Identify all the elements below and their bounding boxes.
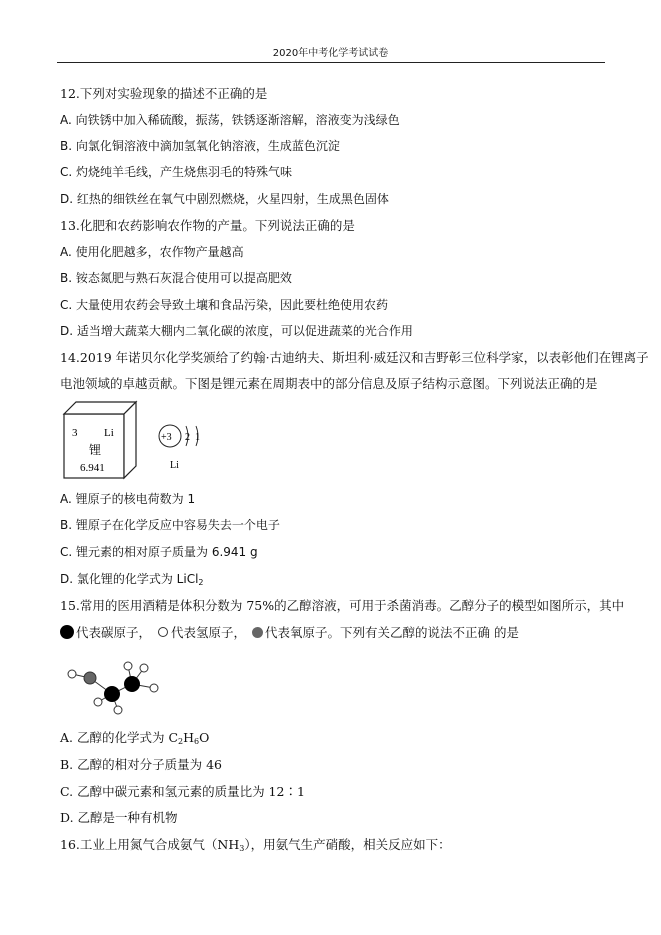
ethanol-molecule-model [62,656,162,716]
q14-stem-line2: 电池领域的卓越贡献。下图是锂元素在周期表中的部分信息及原子结构示意图。下列说法正确的是 [60,376,598,391]
q13-option-d: D. 适当增大蔬菜大棚内二氧化碳的浓度，可以促进蔬菜的光合作用 [60,324,413,338]
q12-option-c: C. 灼烧纯羊毛线，产生烧焦羽毛的特殊气味 [60,165,293,179]
q14-option-c: C. 锂元素的相对原子质量为 6.941 g [60,545,258,559]
element-name: 锂 [89,443,102,457]
q15-option-c: C. 乙醇中碳元素和氢元素的质量比为 12∶1 [60,784,305,799]
q12-option-d: D. 红热的细铁丝在氧气中剧烈燃烧，火星四射，生成黑色固体 [60,192,389,206]
q12-stem: 12.下列对实验现象的描述不正确的是 [60,86,268,101]
element-symbol: Li [104,427,114,439]
q16-stem: 16.工业上用氮气合成氨气$(NH_3)$，用氨气生产硝酸，相关反应如下： [60,837,451,853]
q13-option-a: A. 使用化肥越多，农作物产量越高 [60,245,244,259]
q13-stem: 13.化肥和农药影响农作物的产量。下列说法正确的是 [60,218,355,233]
q12-option-b: B. 向氯化铜溶液中滴加氢氧化钠溶液，生成蓝色沉淀 [60,139,340,153]
q15-option-a: A. 乙醇的化学式为 $C_2H_6O$ [60,730,210,746]
atomic-mass: 6.941 [80,462,105,474]
q15-option-b: B. 乙醇的相对分子质量为 46 [60,757,223,772]
atomic-number: 3 [72,427,78,439]
q13-option-c: C. 大量使用农药会导致土壤和食品污染，因此要杜绝使用农药 [60,298,389,312]
nucleus-charge: +3 [161,432,172,443]
lithium-atom-diagram [150,420,220,474]
q14-option-a: A. 锂原子的核电荷数为 1 [60,492,196,506]
carbon-atom-icon [60,625,74,639]
q15-stem-line1: 15.常用的医用酒精是体积分数为 75%的乙醇溶液，可用于杀菌消毒。乙醇分子的模型如图所示，其中 [60,598,625,613]
q14-option-b: B. 锂原子在化学反应中容易失去一个电子 [60,518,280,532]
shell-2-electrons: 1 [195,432,200,443]
lithium-element-card [62,400,152,482]
shell-1-electrons: 2 [185,432,190,443]
q15-legend-line: 代表碳原子， 代表氢原子， 代表氧原子。下列有关乙醇的说法不正确 的是 [60,625,519,641]
q13-option-b: B. 铵态氮肥与熟石灰混合使用可以提高肥效 [60,271,292,285]
q14-option-d: D. 氯化锂的化学式为 LiCl$_2$ [60,572,204,587]
page-header: 2020年中考化学考试试卷 [272,48,389,59]
header-rule [57,62,605,63]
atom-label: Li [170,460,179,471]
q15-option-d: D. 乙醇是一种有机物 [60,810,178,825]
oxygen-atom-icon [252,627,263,638]
q12-option-a: A. 向铁锈中加入稀硫酸，振荡，铁锈逐渐溶解，溶液变为浅绿色 [60,113,400,127]
hydrogen-atom-icon [158,627,168,637]
q14-stem-line1: 14.2019 年诺贝尔化学奖颁给了约翰·古迪纳夫、斯坦利·威廷汉和吉野彰三位科学家，以表彰他们在锂离子 [60,350,649,365]
